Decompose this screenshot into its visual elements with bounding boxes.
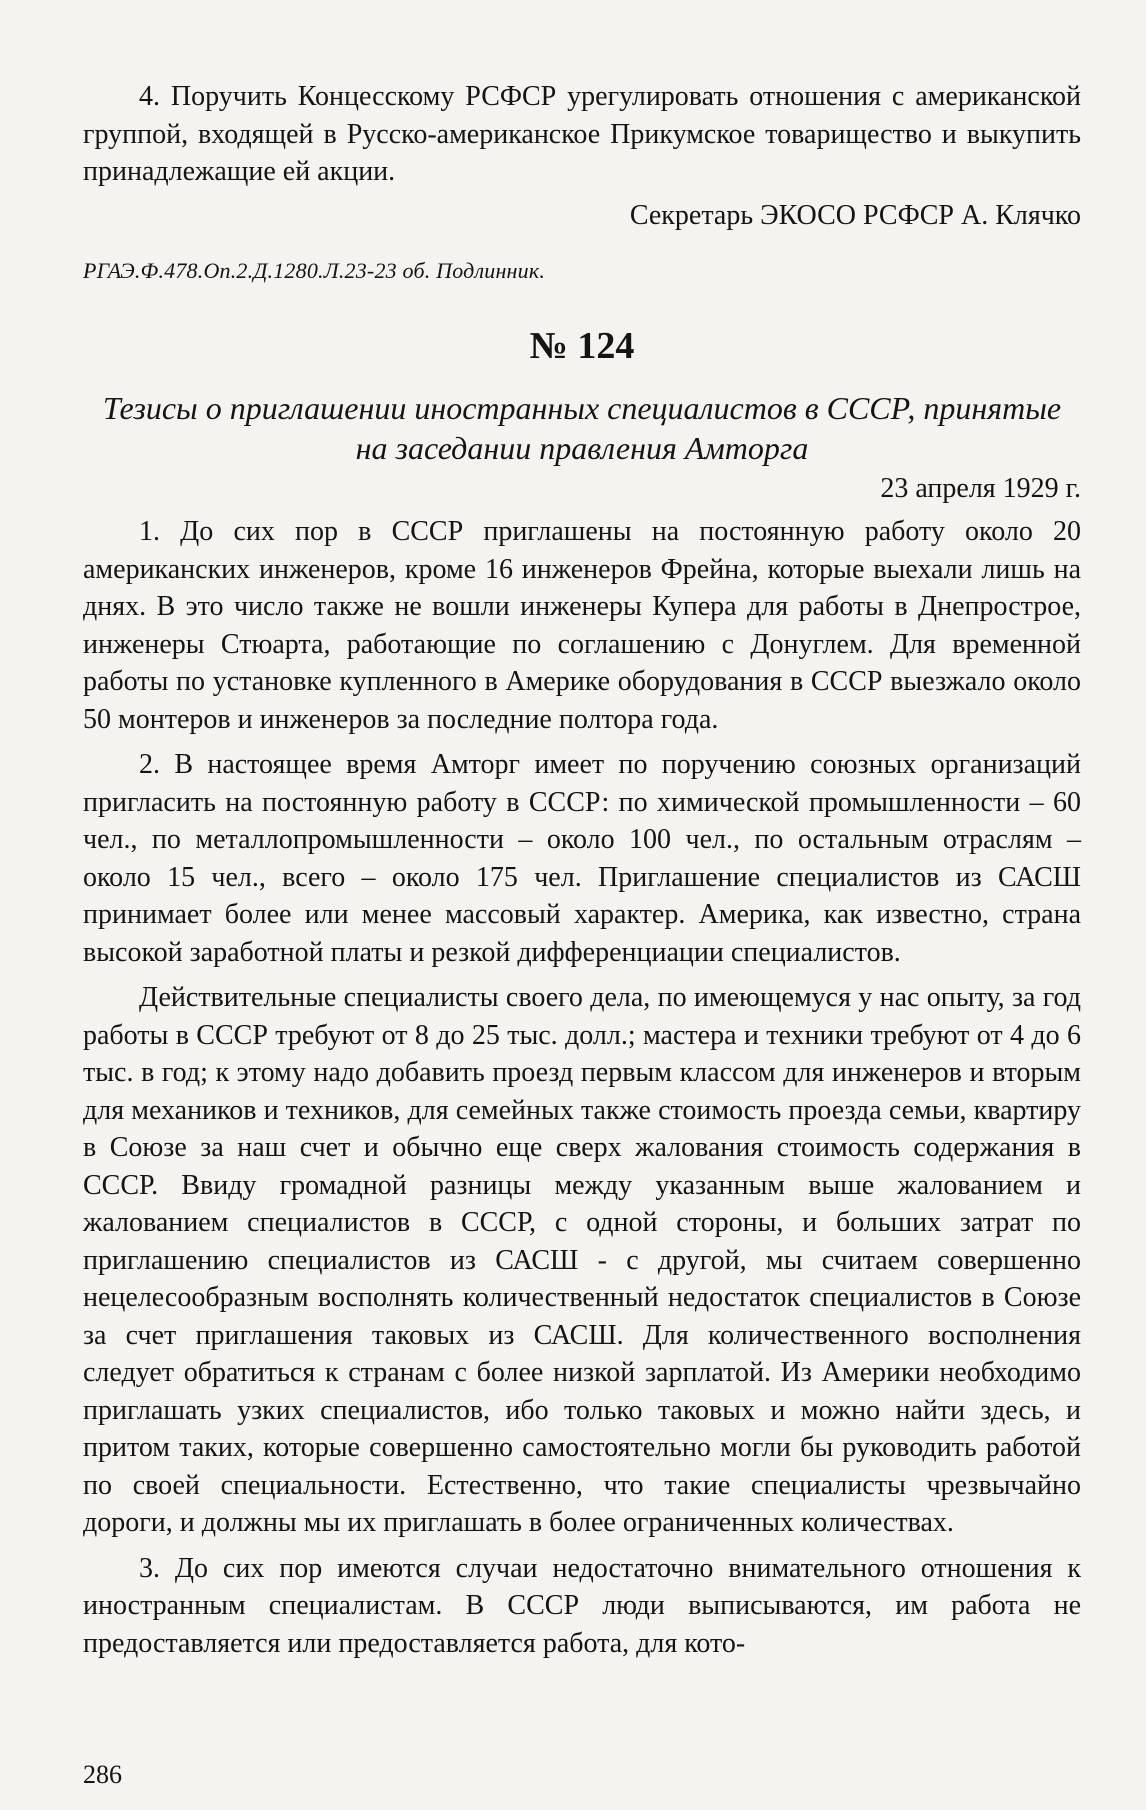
page-number: 286 — [83, 1760, 122, 1789]
paragraph: Действительные специалисты своего дела, по имеющемуся у нас опыту, за год работы в СССР требуют от 8 до 25 тыс. долл.; мастера и техники требуют от 4 до 6 тыс. в год; к этому надо добавить проезд первым классом для инженеров и вторым для механиков и техников, для семейных также стоимость проезда семьи, квартиру в Союзе за наш счет и обычно еще сверх жалования стоимость содержания в СССР. Ввиду громадной разницы между указанным выше жалованием и жалованием специалистов в СССР, с одной стороны, и больших затрат по приглашению специалистов из САСШ - с другой, мы считаем совершенно нецелесообразным восполнять количественный недостаток специалистов в Союзе за счет приглашения таковых из САСШ. Для количественного восполнения следует обратиться к странам с более низкой зарплатой. Из Америки необходимо приглашать узких специалистов, ибо только таковых и можно найти здесь, и притом таких, которые совершенно самостоятельно могли бы руководить работой по своей специальности. Естественно, что такие специалисты чрезвычайно дороги, и должны мы их приглашать в более ограниченных количествах. — [83, 982, 1081, 1538]
paragraph: 1. До сих пор в СССР приглашены на постоянную работу около 20 американских инженеров, кроме 16 инженеров Фрейна, которые выехали лишь на днях. В это число также не вошли инженеры Купера для работы в Днепрострое, инженеры Стюарта, работающие по соглашению с Донуглем. Для временной работы по установке купленного в Америке оборудования в СССР выезжало около 50 монтеров и инженеров за последние полтора года. — [83, 516, 1081, 735]
document-date: 23 апреля 1929 г. — [880, 472, 1081, 504]
signature: Секретарь ЭКОСО РСФСР А. Клячко — [629, 199, 1081, 231]
document-title: Тезисы о приглашении иностранных специалистов в СССР, принятые на заседании правления Амторга — [102, 389, 1062, 466]
paragraph: 3. До сих пор имеются случаи недостаточно внимательного отношения к иностранным специалистам. В СССР люди выписываются, им работа не предоставляется или предоставляется работа, для кото- — [83, 1552, 1081, 1659]
paragraph: 2. В настоящее время Амторг имеет по поручению союзных организаций пригласить на постоянную работу в СССР: по химической промышленности – 60 чел., по металлопромышленности – около 100 чел., по остальным отраслям – около 15 чел., всего – около 175 чел. Приглашение специалистов из САСШ принимает более или менее массовый характер. Америка, как известно, страна высокой заработной платы и резкой дифференциации специалистов. — [83, 749, 1081, 968]
intro-paragraph: 4. Поручить Концесскому РСФСР урегулировать отношения с американской группой, входящей в Русско-американское Прикумское товарищество и выкупить принадлежащие ей акции. — [83, 81, 1081, 187]
archive-source: РГАЭ.Ф.478.Оп.2.Д.1280.Л.23-23 об. Подлинник. — [83, 258, 546, 283]
document-number: № 124 — [529, 324, 635, 367]
document-page — [83, 78, 1081, 1662]
